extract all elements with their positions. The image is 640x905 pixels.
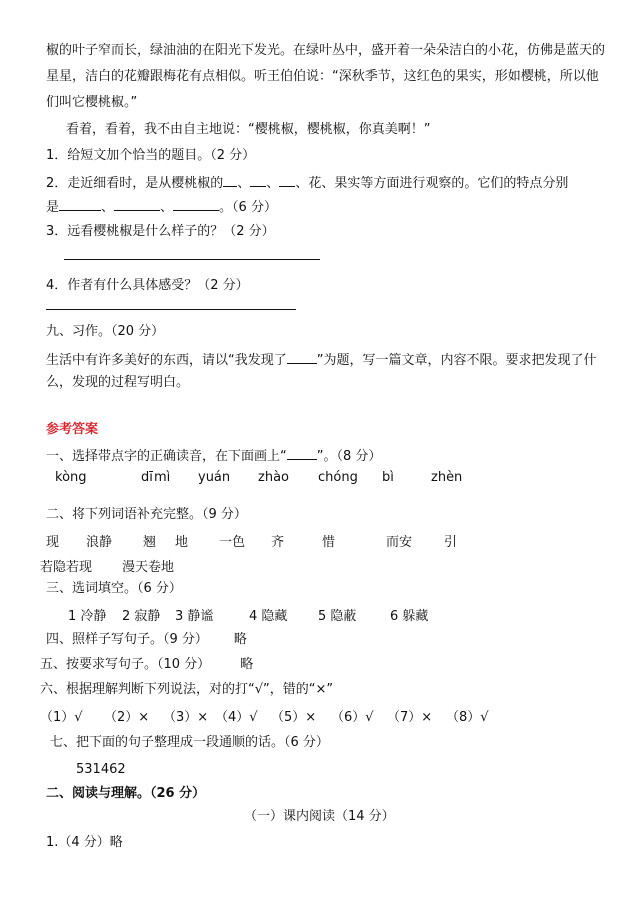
question-3: 3．远看樱桃椒是什么样子的？（2 分） xyxy=(46,224,275,239)
question-1: 1．给短文加个恰当的题目。（2 分） xyxy=(46,148,256,163)
pinyin-answer: dī xyxy=(141,470,153,485)
answer-section-1: 一、选择带点字的正确读音，在下面画上“ ”。（8 分） xyxy=(46,445,640,467)
word-answer: 若隐若现 xyxy=(40,560,93,575)
pinyin-answer: mì xyxy=(154,470,171,485)
word-answer: 引 xyxy=(444,535,458,550)
composition-line2: 么，发现的过程写明白。 xyxy=(46,375,190,390)
word-answer: 漫天卷地 xyxy=(122,560,175,575)
pinyin-answer: chóng xyxy=(318,470,358,485)
question-4: 4．作者有什么具体感受？（2 分） xyxy=(46,278,249,293)
story-line: 椒的叶子窄而长，绿油油的在阳光下发光。在绿叶丛中，盛开着一朵朵洁白的小花，仿佛是蓝天的 xyxy=(46,43,606,58)
judge-answer: （3）× xyxy=(163,710,209,725)
story-line: 星星，洁白的花瓣跟梅花有点相似。听王伯伯说：“深秋季节，这红色的果实，形如樱桃，所以他 xyxy=(46,69,599,84)
judge-answer: （8）√ xyxy=(446,710,489,725)
choice-answer: 5 隐蔽 xyxy=(318,609,357,624)
answer-section-7: 七、把下面的句子整理成一段通顺的话。（6 分） xyxy=(50,735,329,750)
word-answer: 齐 xyxy=(271,535,285,550)
blank[interactable] xyxy=(114,196,160,211)
word-answer: 浪静 xyxy=(86,535,113,550)
composition-line1: 生活中有许多美好的东西，请以“我发现了 ”为题，写一篇文章，内容不限。要求把发现了什 xyxy=(46,349,640,371)
question-2-line1: 2．走近细看时，是从樱桃椒的 、 、 、花、果实等方面进行观察的。它们的特点分别 xyxy=(46,172,640,194)
judge-answer: （2）× xyxy=(104,710,150,725)
answer-section-3: 三、选词填空。（6 分） xyxy=(46,581,182,596)
question-2-line2: 是 、 、 。（6 分） xyxy=(46,196,640,218)
reading-heading: 二、阅读与理解。（26 分） xyxy=(46,786,206,801)
blank[interactable] xyxy=(59,196,101,211)
story-line: 看着，看着，我不由自主地说：“樱桃椒，樱桃椒，你真美啊！” xyxy=(66,122,431,137)
answer-line[interactable] xyxy=(46,309,296,310)
pinyin-answer: kòng xyxy=(55,470,87,485)
word-answer: 地 xyxy=(175,535,189,550)
judge-answer: （7）× xyxy=(387,710,433,725)
reading-answer-1: 1.（4 分）略 xyxy=(46,835,123,850)
word-answer: 而安 xyxy=(386,535,413,550)
pinyin-answer: zhèn xyxy=(431,470,463,485)
choice-answer: 1 冷静 xyxy=(68,609,107,624)
pinyin-answer: bì xyxy=(382,470,394,485)
choice-answer: 2 寂静 xyxy=(122,609,161,624)
blank[interactable] xyxy=(173,196,219,211)
judge-answer: （1）√ xyxy=(40,710,83,725)
pinyin-answer: zhào xyxy=(258,470,289,485)
word-answer: 惜 xyxy=(322,535,336,550)
answer-section-2: 二、将下列词语补充完整。（9 分） xyxy=(46,507,247,522)
blank[interactable] xyxy=(287,349,317,364)
reading-subheading: （一）课内阅读（14 分） xyxy=(244,809,395,824)
choice-answer: 4 隐藏 xyxy=(249,609,288,624)
answers-heading: 参考答案 xyxy=(46,422,99,437)
choice-answer: 6 躲藏 xyxy=(390,609,429,624)
choice-answer: 3 静谧 xyxy=(175,609,214,624)
judge-answer: （6）√ xyxy=(331,710,374,725)
underline-sample xyxy=(287,445,317,460)
word-answer: 现 xyxy=(46,535,60,550)
judge-answer: （5）× xyxy=(271,710,317,725)
answer-section-5: 五、按要求写句子。（10 分） 略 xyxy=(40,657,254,672)
word-answer: 一色 xyxy=(219,535,246,550)
order-answer: 531462 xyxy=(76,762,126,777)
blank[interactable] xyxy=(223,172,237,187)
word-answer: 翘 xyxy=(143,535,157,550)
blank[interactable] xyxy=(250,172,266,187)
judge-answer: （4）√ xyxy=(215,710,258,725)
answer-section-4: 四、照样子写句子。（9 分） 略 xyxy=(46,632,247,647)
pinyin-answer: yuán xyxy=(198,470,231,485)
answer-section-6: 六、根据理解判断下列说法，对的打“√”，错的“×” xyxy=(40,682,334,697)
blank[interactable] xyxy=(279,172,295,187)
answer-line[interactable] xyxy=(64,259,320,260)
composition-title: 九、习作。（20 分） xyxy=(46,324,165,339)
story-line: 们叫它樱桃椒。” xyxy=(46,95,138,110)
